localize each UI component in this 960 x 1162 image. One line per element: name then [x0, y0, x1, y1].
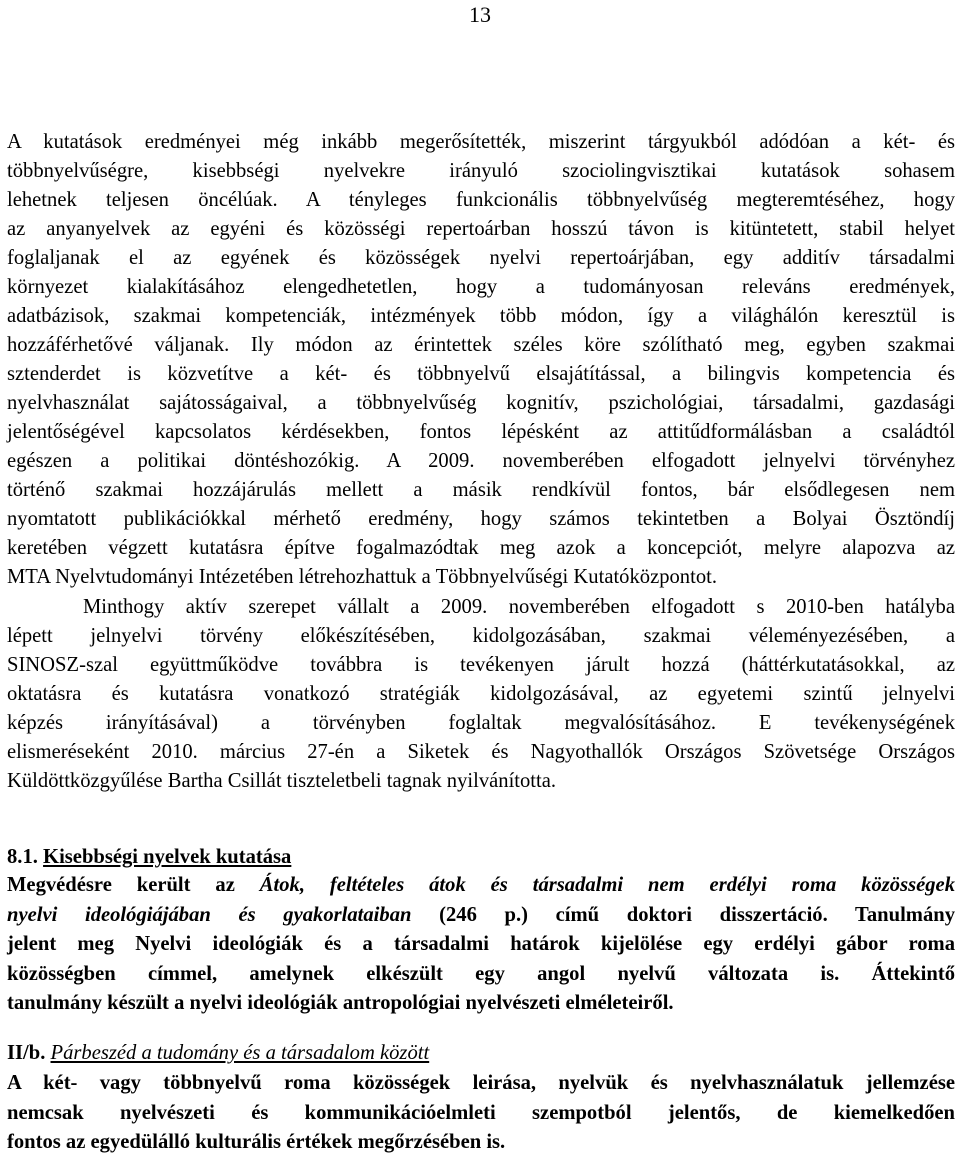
- section-heading-ii-b: [7, 1040, 429, 1066]
- section-number: 8.1.: [7, 846, 38, 868]
- text-line: sztenderdet is közvetítve a két- és többnyelvű elsajátítással, a bilingvis kompetencia és: [7, 363, 955, 385]
- text-line: képzés irányításával) a törvényben foglaltak megvalósításához. E tevékenységének: [7, 712, 955, 734]
- text-line: fontos az egyedülálló kulturális értékek megőrzésében is.: [7, 1131, 506, 1153]
- text-line: környezet kialakításához elengedhetetlen, hogy a tudományosan releváns eredmények,: [7, 276, 955, 298]
- text-run: (246 p.) című doktori disszertáció. Tanulmány: [411, 903, 955, 926]
- text-line: lehetnek teljesen öncélúak. A tényleges funkcionális többnyelvűség megteremtéséhez, hogy: [7, 189, 955, 211]
- text-line: hozzáférhetővé váljanak. Ily módon az érintettek széles köre szólítható meg, egyben szakmai: [7, 334, 955, 356]
- section-title: Párbeszéd a tudomány és a társadalom között: [50, 1042, 430, 1064]
- text-line: MTA Nyelvtudományi Intézetében létrehozhattuk a Többnyelvűségi Kutatóközpontot.: [7, 566, 717, 588]
- dissertation-title: Átok, feltételes átok és társadalmi nem erdélyi roma közösségek: [259, 874, 955, 896]
- paragraph-research-results: [7, 128, 955, 592]
- text-line: tanulmány készült a nyelvi ideológiák antropológiai nyelvészeti elméleteiről.: [7, 992, 674, 1014]
- text-line: történő szakmai hozzájárulás mellett a másik rendkívül fontos, bár elsődlegesen nem: [7, 479, 955, 501]
- text-line: az anyanyelvek az egyéni és közösségi repertoárban hosszú távon is kitüntetett, stabil helyet: [7, 218, 955, 240]
- dissertation-title-cont: nyelvi ideológiájában és gyakorlataiban: [7, 903, 412, 926]
- text-line: keretében végzett kutatásra építve fogalmazódtak meg azok a koncepciót, melyre alapozva az: [7, 537, 955, 559]
- text-line: [7, 901, 955, 931]
- section-heading-8-1: [7, 844, 291, 870]
- text-line: foglaljanak el az egyének és közösségek nyelvi repertoárjában, egy additív társadalmi: [7, 247, 955, 269]
- text-line: nyomtatott publikációkkal mérhető eredmény, hogy számos tekintetben a Bolyai Ösztöndíj: [7, 508, 955, 530]
- text-line: A kutatások eredményei még inkább megerősítették, miszerint tárgyukból adódóan a két- és: [7, 131, 955, 153]
- section-title: Kisebbségi nyelvek kutatása: [43, 846, 292, 868]
- text-line-first: [7, 593, 955, 622]
- text-line: nyelvhasználat sajátosságaival, a többnyelvűség kognitív, pszichológiai, társadalmi, gazdasági: [7, 392, 955, 414]
- section-number: II/b.: [7, 1042, 46, 1064]
- section-body-8-1: [7, 871, 955, 1019]
- text-line: jelent meg Nyelvi ideológiák és a társadalmi határok kijelölése egy erdélyi gábor roma: [7, 933, 955, 955]
- text-line: [7, 871, 955, 901]
- text-line: SINOSZ-szal együttműködve továbbra is tevékenyen járult hozzá (háttérkutatásokkal, az: [7, 654, 955, 676]
- text-line: jelentőségével kapcsolatos kérdésekben, fontos lépésként az attitűdformálásban a családtól: [7, 421, 955, 443]
- section-body-ii-b: [7, 1069, 955, 1158]
- text-line: Küldöttközgyűlése Bartha Csillát tiszteletbeli tagnak nyilvánította.: [7, 770, 557, 792]
- text-line: oktatásra és kutatásra vonatkozó stratégiák kidolgozásával, az egyetemi szintű jelnyelvi: [7, 683, 955, 705]
- text-run: Megvédésre került az: [7, 874, 260, 896]
- text-line: közösségben címmel, amelynek elkészült egy angol nyelvű változata is. Áttekintő: [7, 962, 955, 985]
- text-line: A két- vagy többnyelvű roma közösségek leirása, nyelvük és nyelvhasználatuk jellemzése: [7, 1072, 955, 1094]
- paragraph-sign-language-law: [7, 593, 955, 796]
- text-line: elismeréseként 2010. március 27-én a Siketek és Nagyothallók Országos Szövetsége Országos: [7, 741, 955, 763]
- text-line: nemcsak nyelvészeti és kommunikációelmleti szempotból jelentős, de kiemelkedően: [7, 1101, 955, 1124]
- text-line: többnyelvűségre, kisebbségi nyelvekre irányuló szociolingvisztikai kutatások sohasem: [7, 160, 955, 182]
- page-number: 13: [469, 2, 491, 27]
- text-line: adatbázisok, szakmai kompetenciák, intézmények több módon, így a világhálón keresztül is: [7, 305, 955, 327]
- text-line: lépett jelnyelvi törvény előkészítésében, kidolgozásában, szakmai véleményezésében, a: [7, 625, 955, 647]
- text-line-content: Minthogy aktív szerepet vállalt a 2009. novemberében elfogadott s 2010-ben hatályba: [83, 596, 955, 618]
- text-line: egészen a politikai döntéshozókig. A 2009. novemberében elfogadott jelnyelvi törvényhez: [7, 450, 955, 472]
